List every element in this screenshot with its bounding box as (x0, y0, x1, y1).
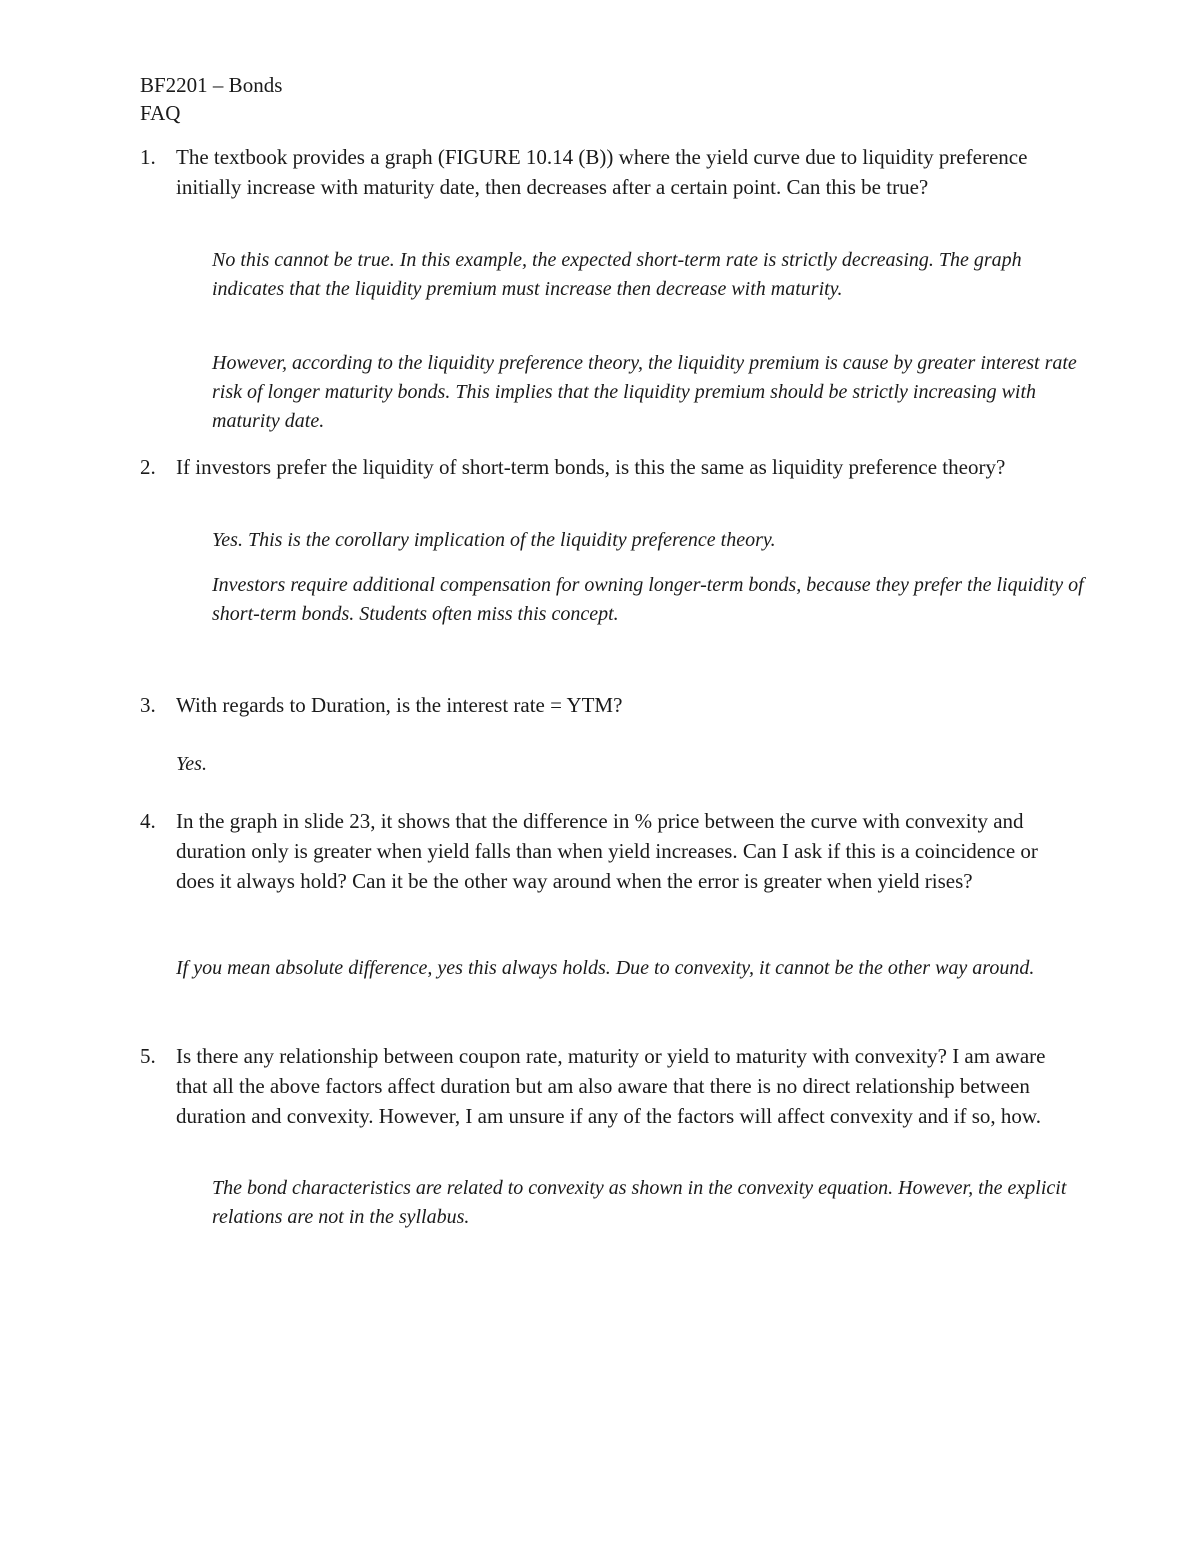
document-subtitle: FAQ (140, 101, 181, 125)
question-text: Is there any relationship between coupon rate, maturity or yield to maturity with convexity? I am aware that all the above factors affect duration but am also aware that there is no direct relationship between duration and convexity. However, I am unsure if any of the factors will affect convexity and if so, how. (176, 1044, 1046, 1128)
faq-answer-2a: Yes. This is the corollary implication of the liquidity preference theory. (212, 529, 776, 551)
question-number: 5. (140, 1044, 156, 1068)
faq-answer-1b: However, according to the liquidity preference theory, the liquidity premium is cause by greater interest rate risk of longer maturity bonds. This implies that the liquidity premium should be strictly increasing with maturity date. (212, 352, 1077, 432)
question-number: 2. (140, 455, 156, 479)
question-text: In the graph in slide 23, it shows that the difference in % price between the curve with convexity and duration only is greater when yield falls than when yield increases. Can I ask if this is a coincidence or does it always hold? Can it be the other way around when the error is greater when yield rises? (176, 809, 1038, 893)
faq-answer-1a: No this cannot be true. In this example, the expected short-term rate is strictly decreasing. The graph indicates that the liquidity premium must increase then decrease with maturity. (212, 249, 1022, 300)
question-text: The textbook provides a graph (FIGURE 10.14 (B)) where the yield curve due to liquidity preference initially increase with maturity date, then decreases after a certain point. Can this be true? (176, 145, 1028, 199)
question-number: 3. (140, 693, 156, 717)
faq-answer-4: If you mean absolute difference, yes this always holds. Due to convexity, it cannot be the other way around. (176, 957, 1035, 979)
faq-answer-3: Yes. (176, 753, 207, 775)
faq-answer-5: The bond characteristics are related to convexity as shown in the convexity equation. However, the explicit relations are not in the syllabus. (212, 1177, 1067, 1228)
question-number: 1. (140, 145, 156, 169)
course-title: BF2201 – Bonds (140, 73, 283, 97)
question-text: If investors prefer the liquidity of short-term bonds, is this the same as liquidity preference theory? (176, 455, 1006, 479)
question-text: With regards to Duration, is the interest rate = YTM? (176, 693, 623, 717)
faq-answer-2b: Investors require additional compensation for owning longer-term bonds, because they prefer the liquidity of short-term bonds. Students often miss this concept. (212, 574, 1084, 625)
question-number: 4. (140, 809, 156, 833)
